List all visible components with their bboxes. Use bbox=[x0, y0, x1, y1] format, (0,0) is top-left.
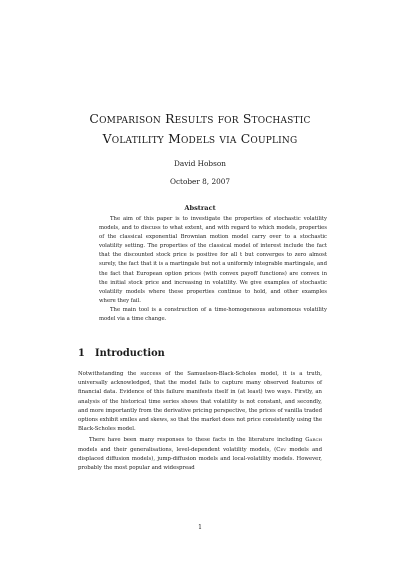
page-number: 1 bbox=[198, 524, 202, 531]
abstract-paragraph-1: The aim of this paper is to investigate the properties of stochastic volatility models, and to discuss to what extent, and with regard to which models, properties of the classical exponential Brownian motion model carry over to a stochastic volatility setting. The properties of the classical model of interest include the fact that the discounted stock price is positive for all t but converges to zero almost surely, the fact that it is a martingale but not a uniformly integrable martingale, and the fact that European option prices (with convex payoff functions) are convex in the initial stock price and increasing in volatility. We give examples of stochastic volatility models where these properties continue to hold, and other examples where they fail. bbox=[99, 216, 327, 304]
title-line-1: Comparison Results for Stochastic bbox=[89, 111, 311, 126]
abstract-body bbox=[99, 215, 327, 324]
paper-date: October 8, 2007 bbox=[169, 177, 231, 186]
section-number: 1 bbox=[78, 348, 85, 359]
section-heading-introduction bbox=[78, 348, 165, 360]
cev-term: Cev bbox=[276, 446, 287, 453]
introduction-body bbox=[78, 370, 322, 473]
intro-p2-text-b: models and their generalisations, level-dependent volatility models, ( bbox=[78, 446, 277, 453]
abstract-paragraph-2: The main tool is a construction of a time-homogeneous autonomous volatility model via a time change. bbox=[99, 306, 327, 323]
intro-p2-text-a: There have been many responses to these facts in the literature including bbox=[89, 437, 306, 444]
author-name: David Hobson bbox=[174, 159, 226, 168]
section-title: Introduction bbox=[95, 348, 165, 359]
intro-paragraph-1: Notwithstanding the success of the Samuelson-Black-Scholes model, it is a truth, universally acknowledged, that the model fails to capture many observed features of financial data. Evidence of this failure manifests itself in (at least) two ways. Firstly, an analysis of the historical time series shows that volatility is not constant, and secondly, and more importantly from the derivative pricing perspective, the prices of vanilla traded options exhibit smiles and skews, so that the market does not price consistently using the Black-Scholes model. bbox=[78, 371, 322, 433]
title-line-2: Volatility Models via Coupling bbox=[102, 131, 298, 146]
intro-p2-text-c: models and displaced diffusion models), jump-diffusion models and local-volatility models. However, probably the most popular and widespread bbox=[78, 446, 323, 472]
intro-paragraph-2 bbox=[78, 436, 322, 473]
garch-term: Garch bbox=[305, 437, 322, 444]
abstract-heading: Abstract bbox=[184, 204, 216, 212]
paper-title bbox=[60, 109, 340, 149]
